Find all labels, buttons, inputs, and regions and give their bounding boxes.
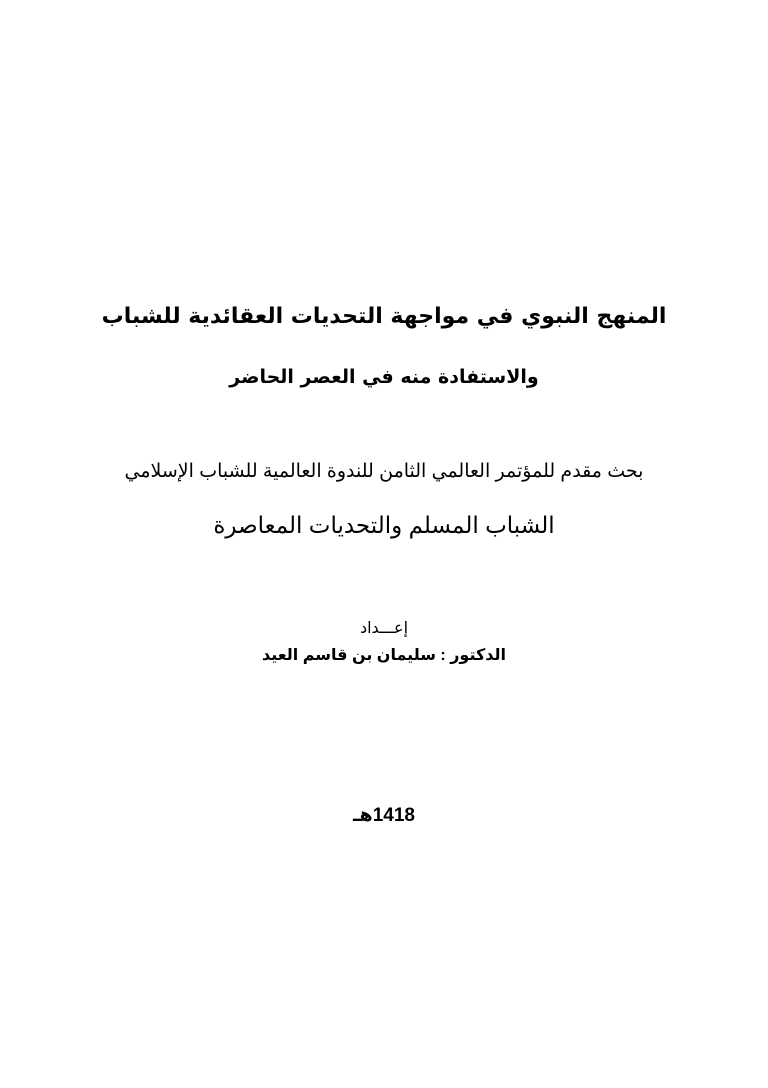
prepared-by-label: إعـــداد bbox=[359, 620, 409, 637]
author-name: الدكتور : سليمان بن قاسم العيد bbox=[261, 647, 507, 664]
main-title-line-2: والاستفادة منه في العصر الحاضر bbox=[229, 366, 539, 388]
conference-description: بحث مقدم للمؤتمر العالمي الثامن للندوة العالمية للشباب الإسلامي bbox=[124, 461, 644, 482]
conference-theme: الشباب المسلم والتحديات المعاصرة bbox=[213, 512, 555, 538]
publication-year: 1418هـ bbox=[353, 805, 415, 826]
main-title-line-1: المنهج النبوي في مواجهة التحديات العقائدية للشباب bbox=[101, 304, 667, 329]
